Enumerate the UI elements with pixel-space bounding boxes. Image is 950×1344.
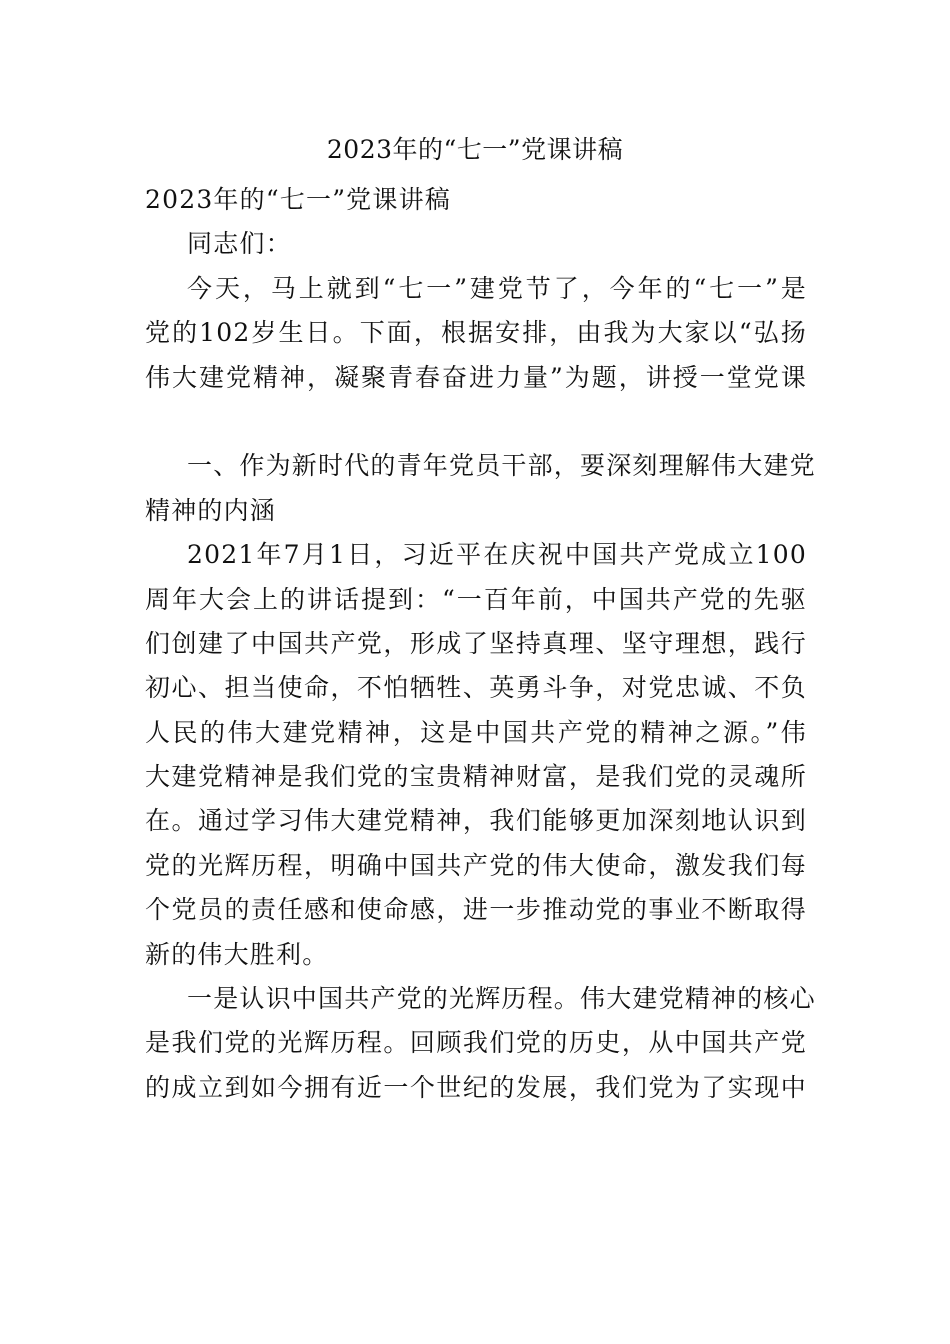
paragraph-line: 党的光辉历程，明确中国共产党的伟大使命，激发我们每 <box>145 850 807 880</box>
heading-line: 精神的内涵 <box>145 495 277 525</box>
paragraph-line: 的成立到如今拥有近一个世纪的发展，我们党为了实现中 <box>145 1072 807 1102</box>
section-heading-1 <box>145 444 816 533</box>
paragraph-line: 是我们党的光辉历程。回顾我们党的历史，从中国共产党 <box>145 1028 807 1058</box>
paragraph-line: 2021年7月1日，习近平在庆祝中国共产党成立100 <box>187 540 807 570</box>
paragraph-line: 新的伟大胜利。 <box>145 939 329 969</box>
paragraph-history <box>145 977 816 1110</box>
paragraph-line: 人民的伟大建党精神，这是中国共产党的精神之源。”伟 <box>145 717 807 747</box>
paragraph-quote <box>145 533 807 977</box>
paragraph-intro <box>145 267 807 400</box>
paragraph-line: 伟大建党精神，凝聚青春奋进力量”为题，讲授一堂党课 <box>145 362 807 392</box>
greeting: 同志们： <box>187 229 292 259</box>
paragraph-line: 今天，马上就到“七一”建党节了，今年的“七一”是 <box>187 273 807 303</box>
paragraph-line: 初心、担当使命，不怕牺牲、英勇斗争，对党忠诚、不负 <box>145 673 807 703</box>
paragraph-line: 大建党精神是我们党的宝贵精神财富，是我们党的灵魂所 <box>145 762 807 792</box>
document-title: 2023年的“七一”党课讲稿 <box>326 135 624 164</box>
paragraph-line: 个党员的责任感和使命感，进一步推动党的事业不断取得 <box>145 895 807 925</box>
paragraph-line: 周年大会上的讲话提到：“一百年前，中国共产党的先驱 <box>145 584 807 614</box>
heading-line: 一、作为新时代的青年党员干部，要深刻理解伟大建党 <box>187 451 816 481</box>
document-body <box>145 178 816 1110</box>
paragraph-line: 在。通过学习伟大建党精神，我们能够更加深刻地认识到 <box>145 806 807 836</box>
blank-line <box>145 400 807 444</box>
paragraph-line: 们创建了中国共产党，形成了坚持真理、坚守理想，践行 <box>145 628 807 658</box>
paragraph-line: 一是认识中国共产党的光辉历程。伟大建党精神的核心 <box>187 984 816 1014</box>
document-subtitle: 2023年的“七一”党课讲稿 <box>145 185 451 214</box>
paragraph-line: 党的102岁生日。下面，根据安排，由我为大家以“弘扬 <box>145 318 807 348</box>
